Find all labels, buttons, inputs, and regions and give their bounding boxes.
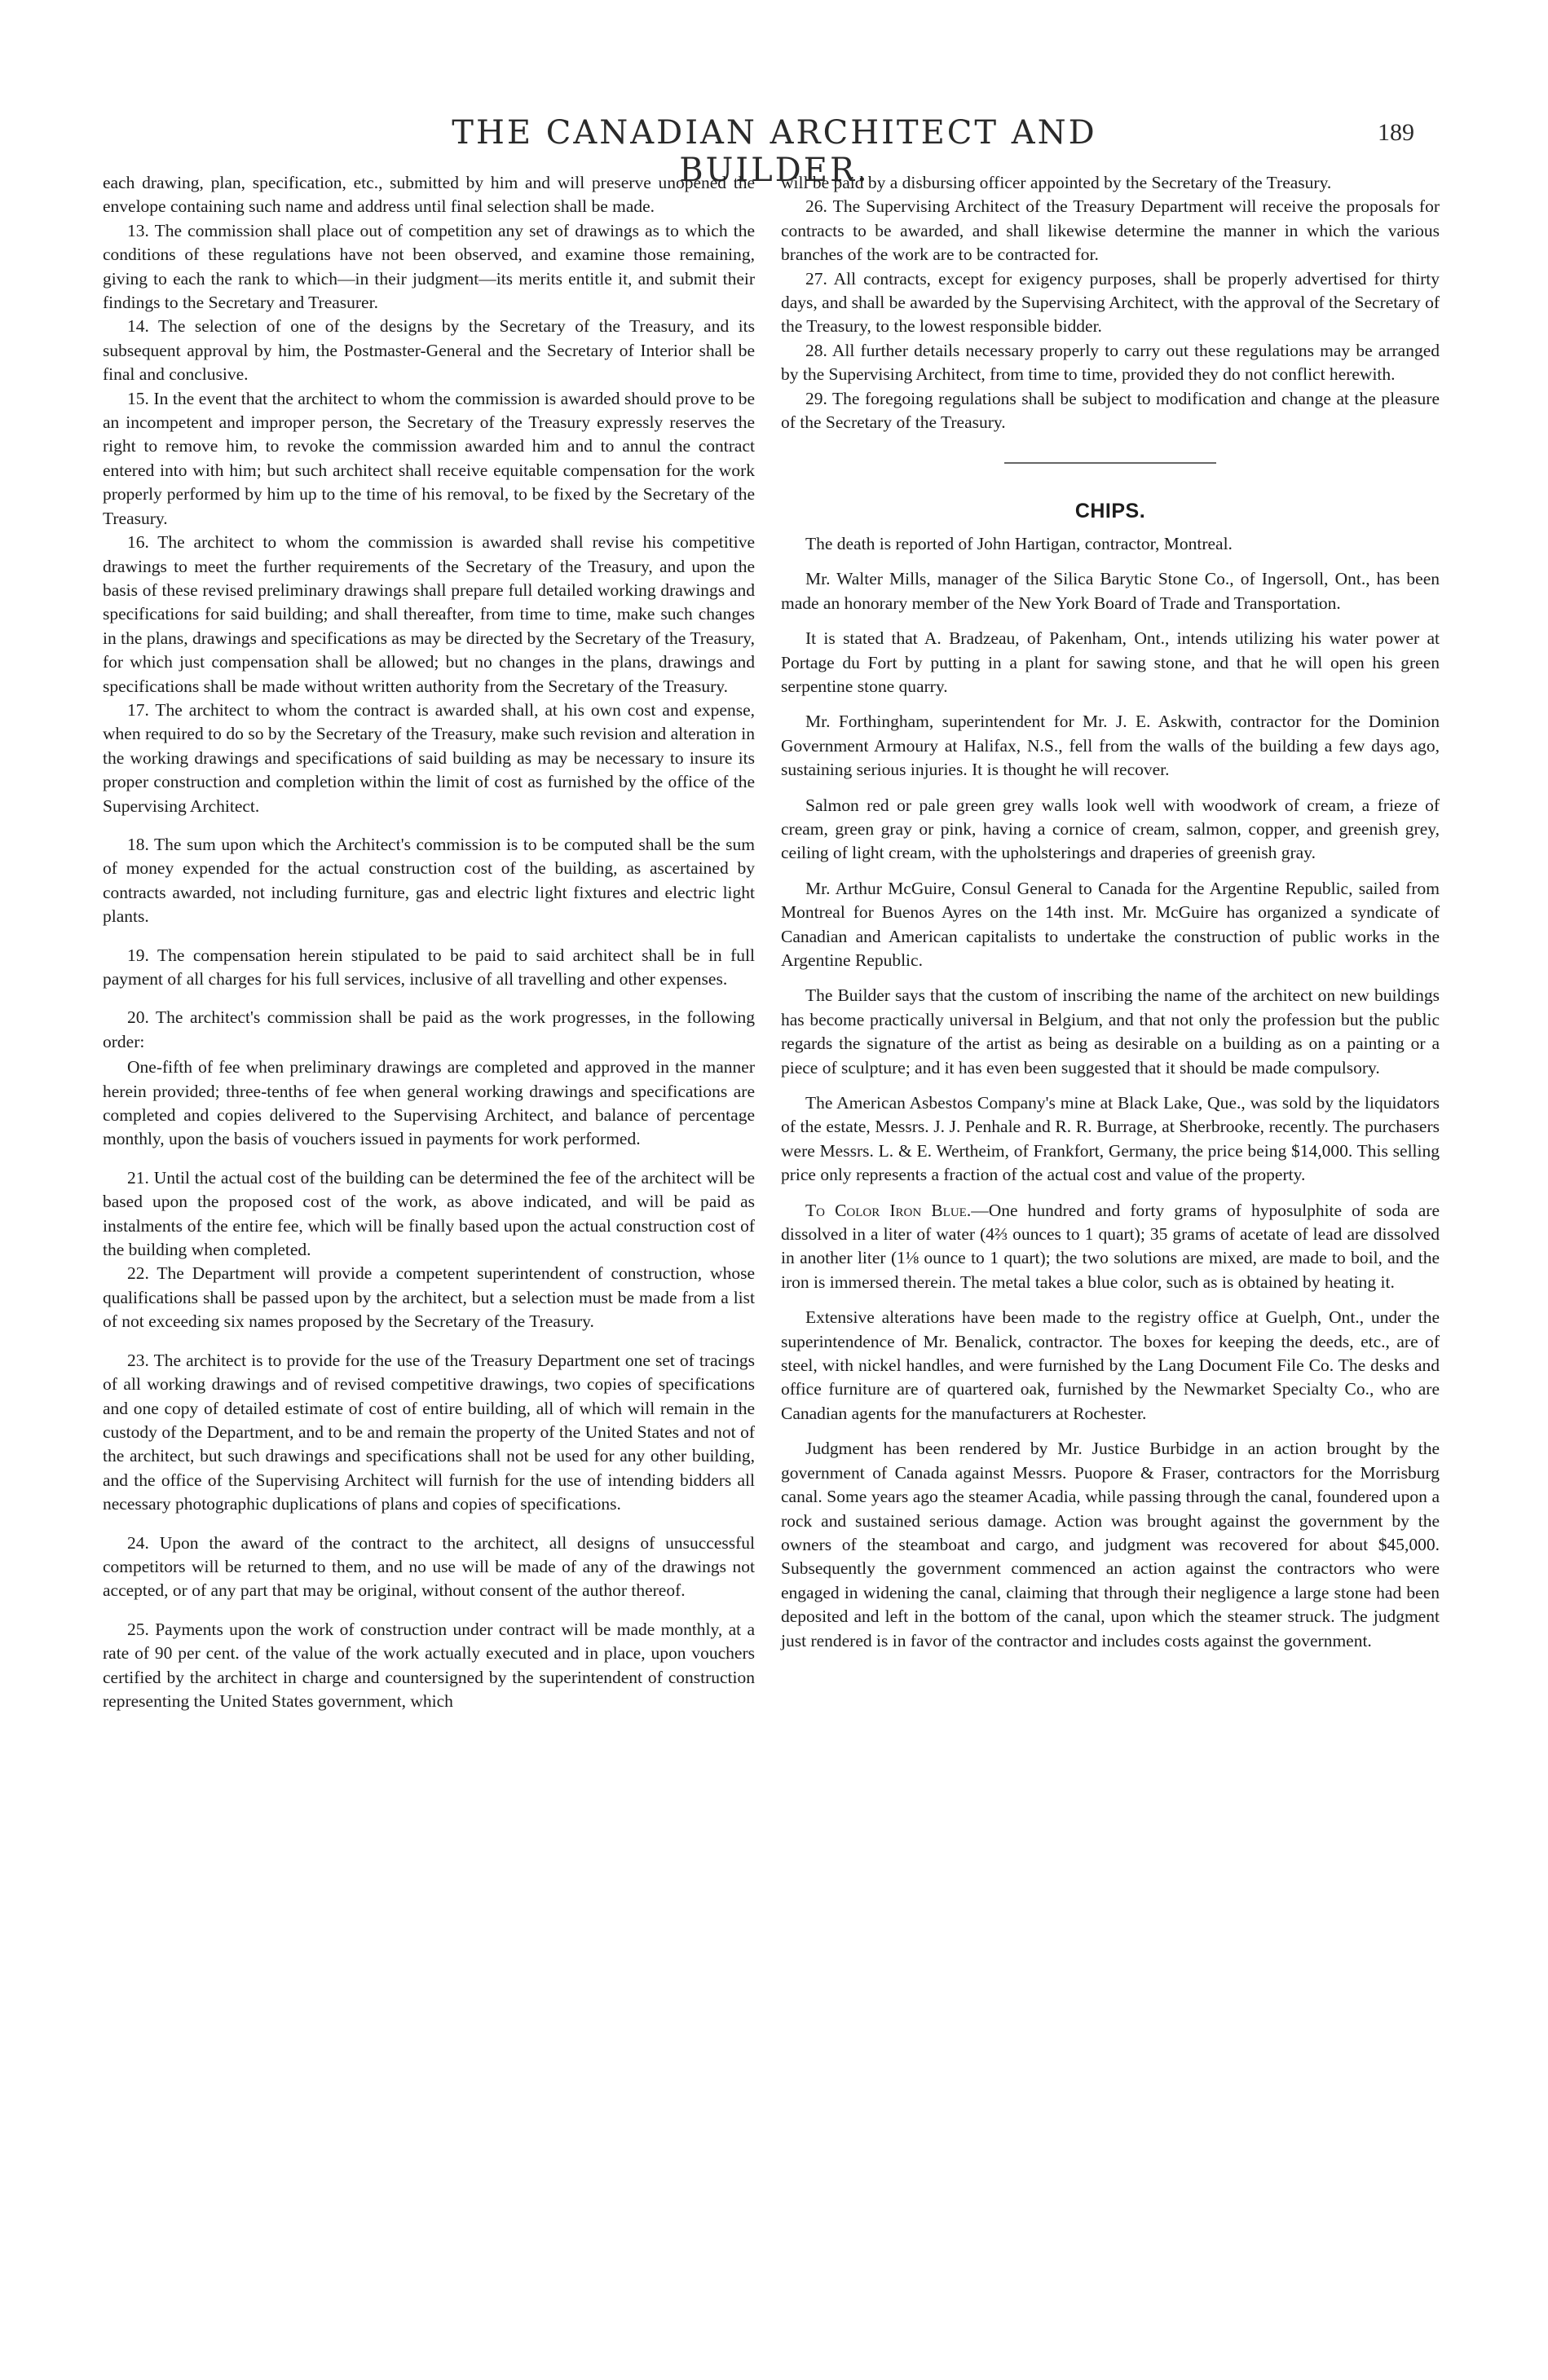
regulation-20-detail: One-fifth of fee when preliminary drawings are completed and approved in the manner herein provided; three-tenths of fee when general working drawings and specifications are completed and copies delivered to the Supervising Architect, and balance of percentage monthly, upon the basis of vouchers issued in payments for work performed. — [103, 1057, 755, 1149]
page-number: 189 — [1378, 119, 1414, 146]
paragraph-continuation: each drawing, plan, specification, etc., submitted by him and will preserve unopened the envelope containing such name and address until final selection shall be made. — [103, 173, 755, 217]
regulation-25-continuation: will be paid by a disbursing officer appointed by the Secretary of the Treasury. — [781, 173, 1332, 192]
right-column — [781, 171, 1440, 1653]
chip-item: The Builder says that the custom of inscribing the name of the architect on new buildings has become practically universal in Belgium, and that not only the profession but the public regards the signature of the artist as being as desirable on a building as on a painting or a piece of sculpture; and it has even been suggested that it should be made compulsory. — [781, 985, 1440, 1078]
regulation-17: 17. The architect to whom the contract is awarded shall, at his own cost and expense, when required to do so by the Secretary of the Treasury, make such revision and alteration in the working drawings and specifications of said building as may be necessary to insure its proper construction and completion within the limit of cost as furnished by the office of the Supervising Architect. — [103, 699, 755, 816]
chip-item-lead: To Color Iron Blue. — [805, 1200, 972, 1220]
regulation-14: 14. The selection of one of the designs by the Secretary of the Treasury, and its subsequent approval by him, the Postmaster-General and the Secretary of Interior shall be final and conclusive. — [103, 316, 755, 385]
regulation-20: 20. The architect's commission shall be paid as the work progresses, in the following order: — [103, 1007, 755, 1051]
regulation-13: 13. The commission shall place out of competition any set of drawings as to which the conditions of these regulations have not been observed, and examine those remaining, giving to each the rank to which—in their judgment—its merits entitle it, and submit their findings to the Secretary and Treasurer. — [103, 220, 755, 313]
chip-item: Mr. Arthur McGuire, Consul General to Canada for the Argentine Republic, sailed from Montreal for Buenos Ayres on the 14th inst. Mr. McGuire has organized a syndicate of Canadian and American capitalists to undertake the construction of public works in the Argentine Republic. — [781, 878, 1440, 970]
chip-item: It is stated that A. Bradzeau, of Pakenham, Ont., intends utilizing his water power at Portage du Fort by putting in a plant for sawing stone, and that he will open his green serpentine stone quarry. — [781, 628, 1440, 696]
regulation-27: 27. All contracts, except for exigency purposes, shall be properly advertised for thirty days, and shall be awarded by the Supervising Architect, with the approval of the Secretary of the Treasury, to the lowest responsible bidder. — [781, 268, 1440, 337]
regulation-28: 28. All further details necessary properly to carry out these regulations may be arranged by the Supervising Architect, from time to time, provided they do not conflict herewith. — [781, 340, 1440, 385]
regulation-15: 15. In the event that the architect to whom the commission is awarded should prove to be an incompetent and improper person, the Secretary of the Treasury expressly reserves the right to remove him, to revoke the commission awarded him and to annul the contract entered into with him; but such architect shall receive equitable compensation for the work properly performed by him up to the time of his removal, to be fixed by the Secretary of the Treasury. — [103, 388, 755, 528]
regulation-29: 29. The foregoing regulations shall be subject to modification and change at the pleasure of the Secretary of the Treasury. — [781, 388, 1440, 433]
journal-title: THE CANADIAN ARCHITECT AND BUILDER. — [452, 114, 1097, 189]
regulation-21: 21. Until the actual cost of the building can be determined the fee of the architect will be based upon the proposed cost of the work, as above indicated, and will be paid as instalments of the entire fee, which will be finally based upon the actual construction cost of the building when completed. — [103, 1167, 755, 1260]
chip-item: The American Asbestos Company's mine at Black Lake, Que., was sold by the liquidators of the estate, Messrs. J. J. Penhale and R. R. Burrage, at Sherbrooke, recently. The purchasers were Messrs. L. & E. Wertheim, of Frankfort, Germany, the price being $14,000. This selling price only represents a fraction of the actual cost and value of the property. — [781, 1093, 1440, 1185]
regulation-16: 16. The architect to whom the commission is awarded shall revise his competitive drawings to meet the further requirements of the Secretary of the Treasury, and upon the basis of these revised preliminary drawings shall prepare full detailed working drawings and specifications for said building; and shall thereafter, from time to time, make such changes in the plans, drawings and specifications as may be directed by the Secretary of the Treasury, for which just compensation shall be allowed; but no changes in the plans, drawings and specifications shall be made without written authority from the Secretary of the Treasury. — [103, 532, 755, 696]
regulation-25: 25. Payments upon the work of construction under contract will be made monthly, at a rate of 90 per cent. of the value of the work actually executed and in place, upon vouchers certified by the architect in charge and countersigned by the superintendent of construction representing the United States government, which — [103, 1619, 755, 1711]
regulation-19: 19. The compensation herein stipulated to be paid to said architect shall be in full payment of all charges for his full services, inclusive of all travelling and other expenses. — [103, 945, 755, 989]
chip-item: Extensive alterations have been made to the registry office at Guelph, Ont., under the superintendence of Mr. Benalick, contractor. The boxes for keeping the deeds, etc., are of steel, with nickel handles, and were furnished by the Lang Document File Co. The desks and office furniture are of quartered oak, furnished by the Newmarket Specialty Co., who are Canadian agents for the manufacturers at Rochester. — [781, 1307, 1440, 1423]
chip-item-body: —One hundred and forty grams of hyposulphite of soda are dissolved in a liter of water (4⅔ ounces to 1 quart); 35 grams of acetate of lead are dissolved in another liter (1⅛ ounce to 1 quart); the two solutions are mixed, are made to boil, and the iron is immersed therein. The metal takes a blue color, such as is obtained by heating it. — [781, 1200, 1440, 1292]
chip-item: Mr. Forthingham, superintendent for Mr. J. E. Askwith, contractor for the Dominion Government Armoury at Halifax, N.S., fell from the walls of the building a few days ago, sustaining serious injuries. It is thought he will recover. — [781, 712, 1440, 780]
chip-item-color-iron — [781, 1199, 1440, 1295]
chip-item: Mr. Walter Mills, manager of the Silica Barytic Stone Co., of Ingersoll, Ont., has been made an honorary member of the New York Board of Trade and Transportation. — [781, 569, 1440, 613]
chip-item: Judgment has been rendered by Mr. Justice Burbidge in an action brought by the government of Canada against Messrs. Puopore & Fraser, contractors for the Morrisburg canal. Some years ago the steamer Acadia, while passing through the canal, foundered upon a rock and sustained serious damage. Action was brought against the government by the owners of the steamboat and cargo, and judgment was recovered for about $45,000. Subsequently the government commenced an action against the contractors who were engaged in widening the canal, claiming that through their negligence a large stone had been deposited and left in the bottom of the canal, upon which the steamer struck. The judgment just rendered is in favor of the contractor and includes costs against the government. — [781, 1439, 1440, 1651]
regulation-26: 26. The Supervising Architect of the Treasury Department will receive the proposals for contracts to be awarded, and shall likewise determine the manner in which the various branches of the work are to be contracted for. — [781, 196, 1440, 265]
regulation-22: 22. The Department will provide a competent superintendent of construction, whose qualifications shall be passed upon by the architect, but a selection must be made from a list of not exceeding six names proposed by the Secretary of the Treasury. — [103, 1263, 755, 1332]
regulation-18: 18. The sum upon which the Architect's commission is to be computed shall be the sum of money expended for the actual construction cost of the building, as ascertained by contracts awarded, not including furniture, gas and electric light fixtures and electric light plants. — [103, 834, 755, 927]
chips-heading: CHIPS. — [1074, 500, 1146, 523]
section-divider — [1004, 462, 1216, 464]
regulation-23: 23. The architect is to provide for the use of the Treasury Department one set of tracings of all working drawings and of revised competitive drawings, two copies of specifications and one copy of detailed estimate of cost of entire building, all of which will remain in the custody of the Department, and to be and remain the property of the United States and not of the architect, but such drawings and specifications shall not be used for any other building, and the office of the Supervising Architect will furnish for the use of intending bidders all necessary photographic duplications of plans and copies of specifications. — [103, 1350, 755, 1514]
chip-item: The death is reported of John Hartigan, contractor, Montreal. — [805, 533, 1233, 553]
left-column — [103, 171, 755, 1713]
regulation-24: 24. Upon the award of the contract to the architect, all designs of unsuccessful competitors will be returned to them, and no use will be made of any of the drawings not accepted, or of any part that may be original, without consent of the author thereof. — [103, 1532, 755, 1601]
chip-item: Salmon red or pale green grey walls look well with woodwork of cream, a frieze of cream, green gray or pink, having a cornice of cream, salmon, copper, and greenish grey, ceiling of light cream, with the upholsterings and draperies of greenish gray. — [781, 795, 1440, 863]
